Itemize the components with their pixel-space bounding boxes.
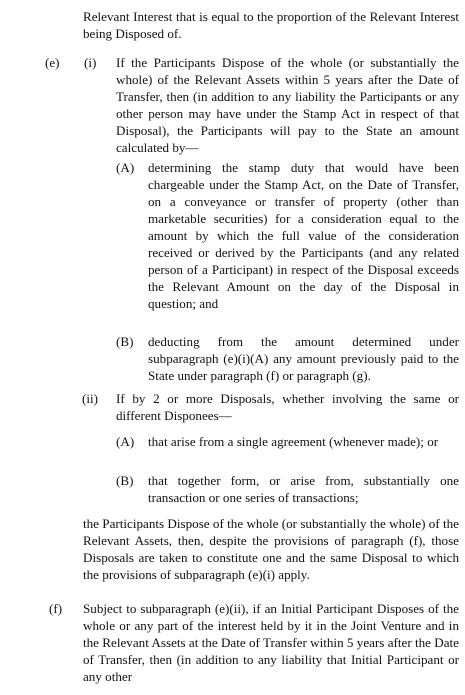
item-e-i-A-text: determining the stamp duty that would have been chargeable under the Stamp Act, on the Date of Transfer, on a conveyance or transfer of property (other than marketable securities) for a consideration equal to the amount by which the full value of the consideration received or derived by the Participants (and any related person of a Participant) in respect of the Disposal exceeds the Relevant Amount on the day of the Disposal in question; and <box>148 160 459 312</box>
subclause-e-i-text: If the Participants Dispose of the whole (or substantially the whole) of the Relevant Assets within 5 years after the Date of Transfer, then (in addition to any liability the Participants or any other person may have under the Stamp Act in respect of that Disposal), the Participants will pay to the State an amount calculated by— <box>116 55 459 156</box>
subclause-e-i-label: (i) <box>84 55 97 70</box>
clause-f-text: Subject to subparagraph (e)(ii), if an Initial Participant Disposes of the whole or any part of the interest held by it in the Joint Venture and in the Relevant Assets at the Date of Transfer within 5 years after the Date of Transfer, then (in addition to any liability that Initial Participant or any other <box>83 601 459 685</box>
subclause-e-ii-text: If by 2 or more Disposals, whether involving the same or different Disponees— <box>116 391 459 424</box>
item-e-ii-A-text: that arise from a single agreement (whenever made); or <box>148 434 439 449</box>
item-e-i-B-text: deducting from the amount determined under subparagraph (e)(i)(A) any amount previously paid to the State under paragraph (f) or paragraph (g). <box>148 334 459 384</box>
subclause-e-ii-label: (ii) <box>82 391 98 406</box>
item-e-ii-B-label: (B) <box>116 473 134 488</box>
clause-e-label: (e) <box>45 55 60 70</box>
item-e-ii-A-label: (A) <box>116 434 135 449</box>
clause-e-conclusion: the Participants Dispose of the whole (or substantially the whole) of the Relevant Assets, then, despite the provisions of paragraph (f), those Disposals are taken to constitute one and the same Disposal to which the provisions of subparagraph (e)(i) apply. <box>83 516 459 583</box>
item-e-ii-B-text: that together form, or arise from, substantially one transaction or one series of transactions; <box>148 473 459 506</box>
item-e-i-A-label: (A) <box>116 160 135 175</box>
item-e-i-B-label: (B) <box>116 334 134 349</box>
clause-f-label: (f) <box>49 601 63 616</box>
continuation-text: Relevant Interest that is equal to the proportion of the Relevant Interest being Disposed of. <box>83 9 459 42</box>
